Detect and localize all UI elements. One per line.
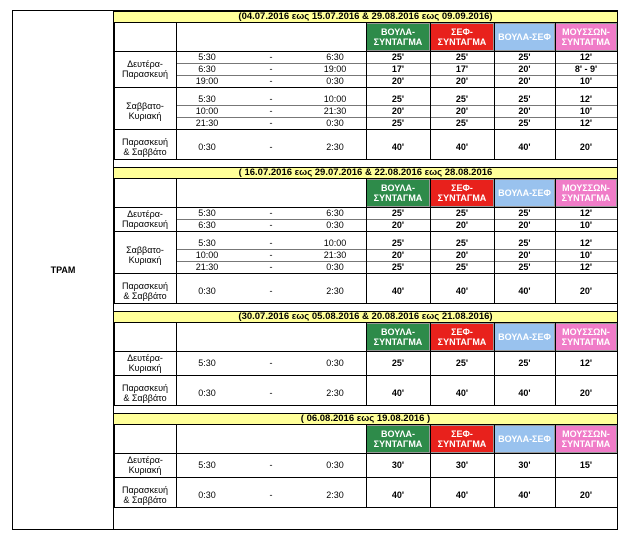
column-rule [430, 179, 431, 303]
column-rule [555, 425, 556, 507]
frequency-value: 40' [391, 286, 405, 296]
route-header: ΣΕΦ- ΣΥΝΤΑΓΜΑ [430, 425, 494, 453]
route-header: ΜΟΥΣΣΩΝ- ΣΥΝΤΑΓΜΑ [555, 23, 617, 51]
tram-schedule-frame [12, 10, 618, 530]
time-separator: - [269, 94, 273, 104]
time-value: 21:30 [323, 250, 347, 260]
frequency-value: 12' [579, 208, 593, 218]
time-value: 0:30 [198, 142, 216, 152]
row-rule [176, 261, 617, 262]
frequency-value: 10' [579, 106, 593, 116]
row-rule [176, 249, 617, 250]
day-group-label: Παρασκευή & Σαββάτο [121, 137, 169, 157]
route-header: ΜΟΥΣΣΩΝ- ΣΥΝΤΑΓΜΑ [555, 179, 617, 207]
frequency-value: 25' [455, 118, 469, 128]
frequency-value: 20' [455, 220, 469, 230]
column-rule [430, 323, 431, 405]
frequency-value: 12' [579, 52, 593, 62]
route-header: ΒΟΥΛΑ- ΣΥΝΤΑΓΜΑ [366, 23, 430, 51]
frequency-value: 25' [455, 358, 469, 368]
column-rule [114, 425, 115, 507]
frequency-value: 25' [518, 358, 531, 368]
column-rule [114, 179, 115, 303]
frequency-value: 12' [579, 262, 593, 272]
frequency-value: 20' [518, 76, 531, 86]
day-group-label: Δευτέρα- Κυριακή [127, 353, 163, 373]
frequency-value: 25' [391, 238, 405, 248]
frequency-value: 25' [518, 94, 531, 104]
frequency-value: 20' [518, 250, 531, 260]
time-value: 5:30 [198, 238, 216, 248]
frequency-value: 15' [579, 460, 593, 470]
frequency-value: 25' [391, 262, 405, 272]
time-value: 5:30 [198, 208, 216, 218]
frequency-value: 12' [579, 238, 593, 248]
frequency-value: 20' [391, 220, 405, 230]
time-value: 21:30 [323, 106, 347, 116]
frequency-value: 20' [391, 76, 405, 86]
time-value: 0:30 [198, 388, 216, 398]
route-header: ΒΟΥΛΑ- ΣΥΝΤΑΓΜΑ [366, 425, 430, 453]
frequency-value: 25' [455, 262, 469, 272]
frequency-value: 25' [455, 52, 469, 62]
frequency-value: 10' [579, 220, 593, 230]
frequency-value: 20' [579, 388, 593, 398]
column-rule [617, 179, 618, 303]
row-rule [176, 117, 617, 118]
column-rule [494, 23, 495, 159]
frequency-value: 40' [518, 286, 531, 296]
time-value: 5:30 [198, 94, 216, 104]
row-rule [114, 159, 617, 160]
route-header: ΒΟΥΛΑ-ΣΕΦ [494, 323, 555, 351]
frequency-value: 10' [579, 250, 593, 260]
frequency-value: 40' [455, 142, 469, 152]
column-rule [366, 23, 367, 159]
route-header: ΣΕΦ- ΣΥΝΤΑΓΜΑ [430, 179, 494, 207]
column-rule [114, 323, 115, 405]
frequency-value: 10' [579, 76, 593, 86]
route-header: ΒΟΥΛΑ-ΣΕΦ [494, 23, 555, 51]
time-value: 2:30 [326, 142, 344, 152]
time-value: 0:30 [198, 286, 216, 296]
frequency-value: 25' [455, 238, 469, 248]
time-value: 6:30 [326, 52, 344, 62]
row-rule [114, 405, 617, 406]
frequency-value: 12' [579, 118, 593, 128]
column-rule [494, 323, 495, 405]
time-separator: - [269, 76, 273, 86]
column-rule [366, 179, 367, 303]
route-header: ΣΕΦ- ΣΥΝΤΑΓΜΑ [430, 323, 494, 351]
time-separator: - [269, 142, 273, 152]
frequency-value: 20' [579, 286, 593, 296]
column-rule [617, 425, 618, 507]
day-group-label: Παρασκευή & Σαββάτο [121, 281, 169, 301]
time-separator: - [269, 358, 273, 368]
frequency-value: 20' [391, 106, 405, 116]
column-rule [430, 425, 431, 507]
frequency-value: 25' [455, 94, 469, 104]
day-group-label: Σαββατο- Κυριακή [126, 245, 164, 265]
tram-label: ΤΡΑΜ [13, 11, 114, 529]
time-value: 10:00 [195, 106, 219, 116]
frequency-value: 30' [391, 460, 405, 470]
time-separator: - [269, 238, 273, 248]
frequency-value: 20' [518, 220, 531, 230]
time-value: 0:30 [326, 118, 344, 128]
frequency-value: 40' [455, 388, 469, 398]
frequency-value: 25' [518, 238, 531, 248]
frequency-value: 17' [455, 64, 469, 74]
frequency-value: 40' [518, 490, 531, 500]
time-separator: - [269, 262, 273, 272]
frequency-value: 25' [518, 262, 531, 272]
column-rule [176, 425, 177, 507]
frequency-value: 20' [518, 106, 531, 116]
day-group-label: Παρασκευή & Σαββάτο [121, 383, 169, 403]
section-title: ( 16.07.2016 εως 29.07.2016 & 22.08.2016 εως 28.08.2016 [114, 167, 617, 179]
frequency-value: 12' [579, 358, 593, 368]
frequency-value: 40' [455, 490, 469, 500]
frequency-value: 40' [455, 286, 469, 296]
time-separator: - [269, 52, 273, 62]
column-rule [555, 179, 556, 303]
time-separator: - [269, 118, 273, 128]
frequency-value: 25' [455, 208, 469, 218]
row-rule [176, 63, 617, 64]
time-value: 6:30 [326, 208, 344, 218]
time-value: 6:30 [198, 64, 216, 74]
row-rule [114, 507, 617, 508]
frequency-value: 20' [579, 142, 593, 152]
frequency-value: 40' [391, 490, 405, 500]
frequency-value: 20' [455, 106, 469, 116]
frequency-value: 25' [391, 208, 405, 218]
column-rule [494, 425, 495, 507]
column-rule [366, 323, 367, 405]
time-value: 2:30 [326, 388, 344, 398]
frequency-value: 25' [391, 94, 405, 104]
time-value: 0:30 [326, 358, 344, 368]
frequency-value: 20' [391, 250, 405, 260]
time-value: 0:30 [326, 262, 344, 272]
day-group-label: Δευτέρα- Παρασκευή [121, 59, 169, 79]
time-separator: - [269, 250, 273, 260]
column-rule [617, 323, 618, 405]
time-separator: - [269, 106, 273, 116]
time-separator: - [269, 220, 273, 230]
time-value: 19:00 [195, 76, 219, 86]
column-rule [176, 179, 177, 303]
frequency-value: 30' [518, 460, 531, 470]
frequency-value: 40' [518, 388, 531, 398]
time-value: 19:00 [323, 64, 347, 74]
time-value: 0:30 [326, 220, 344, 230]
frequency-value: 40' [391, 142, 405, 152]
frequency-value: 25' [391, 358, 405, 368]
day-group-label: Σαββατο- Κυριακή [126, 101, 164, 121]
section-title: (04.07.2016 εως 15.07.2016 & 29.08.2016 εως 09.09.2016) [114, 11, 617, 23]
time-value: 10:00 [195, 250, 219, 260]
frequency-value: 20' [518, 64, 531, 74]
frequency-value: 8' - 9' [574, 64, 598, 74]
column-rule [176, 23, 177, 159]
column-rule [555, 23, 556, 159]
route-header: ΜΟΥΣΣΩΝ- ΣΥΝΤΑΓΜΑ [555, 425, 617, 453]
day-group-label: Δευτέρα- Κυριακή [127, 455, 163, 475]
frequency-value: 30' [455, 460, 469, 470]
frequency-value: 12' [579, 94, 593, 104]
time-separator: - [269, 460, 273, 470]
route-header: ΒΟΥΛΑ- ΣΥΝΤΑΓΜΑ [366, 179, 430, 207]
frequency-value: 20' [579, 490, 593, 500]
section-title: (30.07.2016 εως 05.08.2016 & 20.08.2016 εως 21.08.2016) [114, 311, 617, 323]
route-header: ΜΟΥΣΣΩΝ- ΣΥΝΤΑΓΜΑ [555, 323, 617, 351]
time-value: 21:30 [195, 118, 219, 128]
route-header: ΒΟΥΛΑ-ΣΕΦ [494, 425, 555, 453]
column-rule [366, 425, 367, 507]
frequency-value: 40' [518, 142, 531, 152]
frequency-value: 40' [391, 388, 405, 398]
frequency-value: 17' [391, 64, 405, 74]
column-rule [494, 179, 495, 303]
row-rule [114, 303, 617, 304]
route-header: ΣΕΦ- ΣΥΝΤΑΓΜΑ [430, 23, 494, 51]
time-separator: - [269, 208, 273, 218]
section-title: ( 06.08.2016 εως 19.08.2016 ) [114, 413, 617, 425]
row-rule [176, 105, 617, 106]
time-value: 2:30 [326, 490, 344, 500]
column-rule [176, 323, 177, 405]
time-value: 5:30 [198, 52, 216, 62]
route-header: ΒΟΥΛΑ- ΣΥΝΤΑΓΜΑ [366, 323, 430, 351]
frequency-value: 25' [518, 208, 531, 218]
time-separator: - [269, 64, 273, 74]
time-separator: - [269, 286, 273, 296]
time-value: 10:00 [323, 238, 347, 248]
time-value: 0:30 [198, 490, 216, 500]
frequency-value: 25' [391, 118, 405, 128]
frequency-value: 25' [518, 118, 531, 128]
time-value: 10:00 [323, 94, 347, 104]
day-group-label: Παρασκευή & Σαββάτο [121, 485, 169, 505]
time-value: 21:30 [195, 262, 219, 272]
frequency-value: 25' [518, 52, 531, 62]
day-group-label: Δευτέρα- Παρασκευή [121, 209, 169, 229]
column-rule [617, 23, 618, 159]
column-rule [555, 323, 556, 405]
column-rule [114, 23, 115, 159]
time-separator: - [269, 490, 273, 500]
time-value: 0:30 [326, 460, 344, 470]
column-rule [430, 23, 431, 159]
time-value: 5:30 [198, 460, 216, 470]
route-header: ΒΟΥΛΑ-ΣΕΦ [494, 179, 555, 207]
time-value: 5:30 [198, 358, 216, 368]
schedule-grid [114, 11, 617, 529]
time-value: 2:30 [326, 286, 344, 296]
frequency-value: 20' [455, 76, 469, 86]
frequency-value: 20' [455, 250, 469, 260]
row-rule [176, 75, 617, 76]
row-rule [176, 219, 617, 220]
time-separator: - [269, 388, 273, 398]
time-value: 6:30 [198, 220, 216, 230]
frequency-value: 25' [391, 52, 405, 62]
time-value: 0:30 [326, 76, 344, 86]
